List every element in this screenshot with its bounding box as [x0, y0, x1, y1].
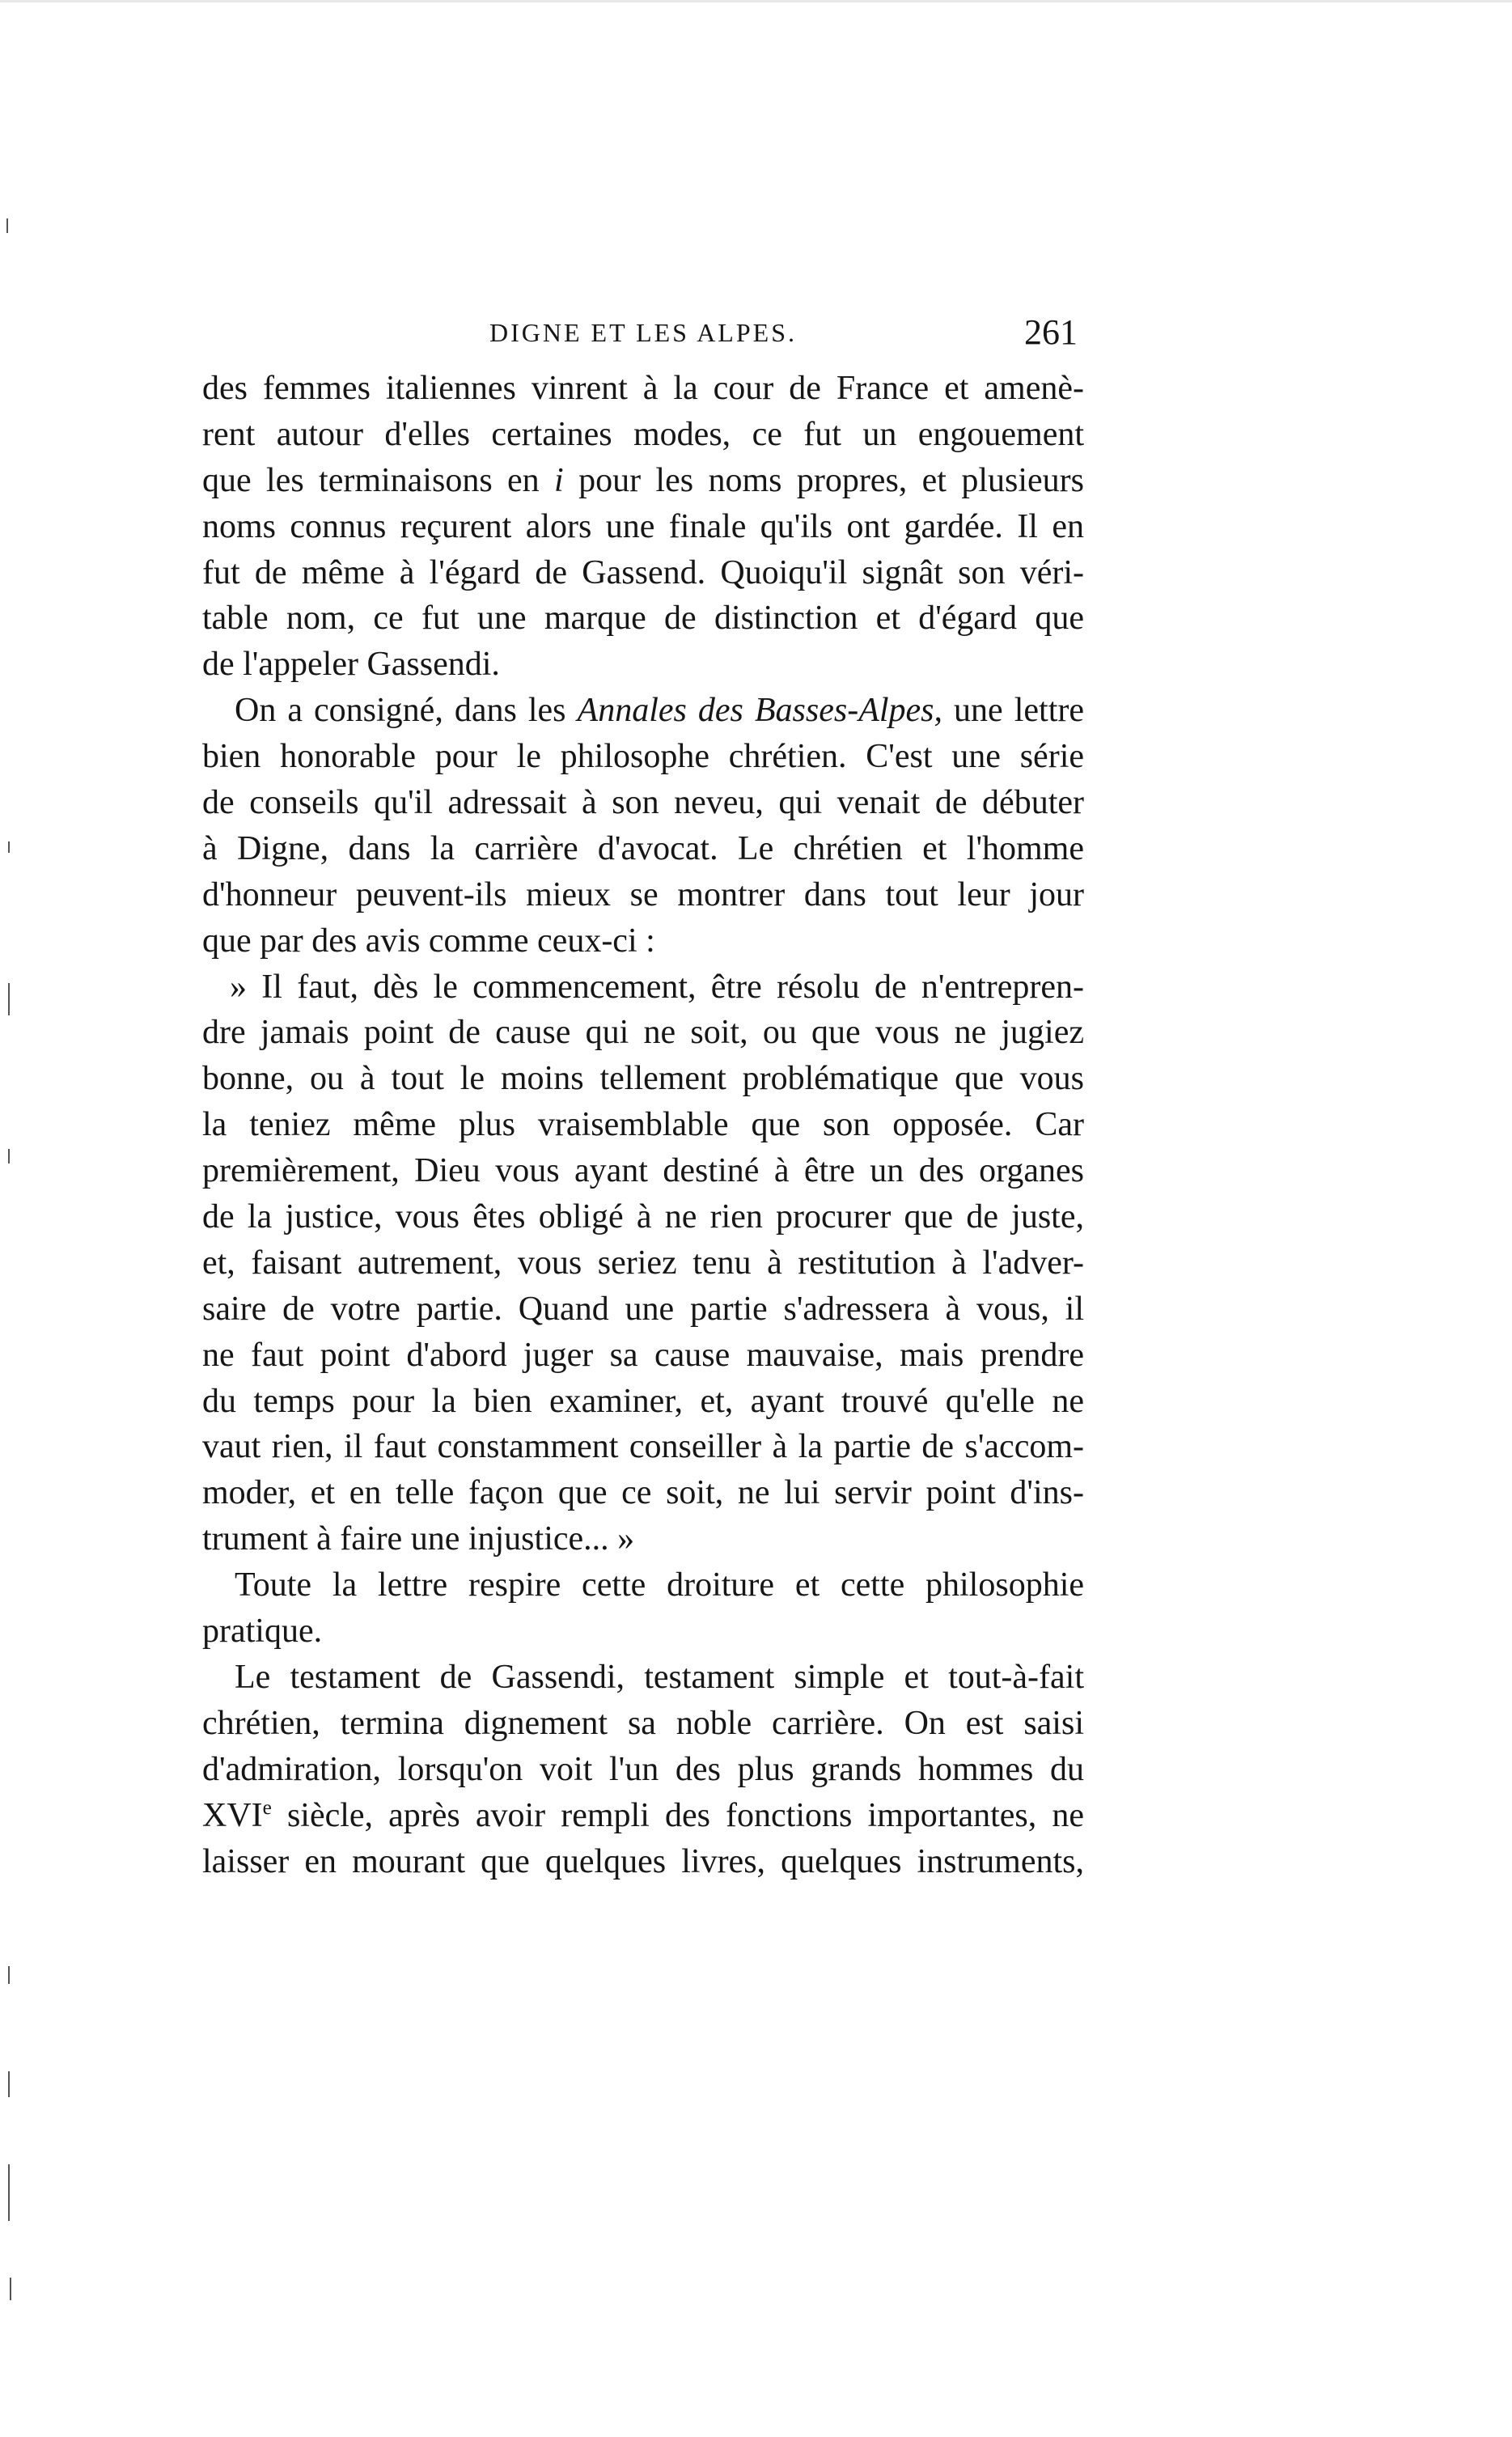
margin-mark	[8, 983, 10, 1015]
text-line: du temps pour la bien examiner, et, ayant trouvé qu'elle ne	[202, 1382, 1084, 1420]
text-line: premièrement, Dieu vous ayant destiné à être un des organes	[202, 1152, 1084, 1190]
text-line: d'honneur peuvent-ils mieux se montrer dans tout leur jour	[202, 875, 1084, 913]
text-fragment: que les terminaisons en	[202, 461, 555, 499]
text-line: noms connus reçurent alors une finale qu'ils ont gardée. Il en	[202, 507, 1084, 545]
text-line: fut de même à l'égard de Gassend. Quoiqu'il signât son véri-	[202, 553, 1084, 591]
text-fragment: pour les noms propres, et plusieurs	[563, 461, 1084, 499]
text-line: rent autour d'elles certaines modes, ce fut un engouement	[202, 415, 1084, 453]
text-line: à Digne, dans la carrière d'avocat. Le chrétien et l'homme	[202, 829, 1084, 867]
text-line: de l'appeler Gassendi.	[202, 646, 500, 684]
text-fragment: une lettre	[942, 692, 1084, 730]
page-header	[202, 312, 1084, 360]
text-line: bonne, ou à tout le moins tellement problématique que vous	[202, 1060, 1084, 1098]
text-line: laisser en mourant que quelques livres, quelques instruments,	[202, 1842, 1084, 1880]
body-text	[202, 366, 1084, 1884]
superscript: e	[262, 1796, 272, 1819]
margin-mark	[8, 2071, 10, 2097]
text-line	[202, 1793, 1084, 1839]
text-line: la teniez même plus vraisemblable que son opposée. Car	[202, 1106, 1084, 1144]
text-line: dre jamais point de cause qui ne soit, ou que vous ne jugiez	[202, 1014, 1084, 1052]
text-line	[202, 688, 1084, 734]
text-fragment: siècle, après avoir rempli des fonctions importantes, ne	[271, 1796, 1084, 1834]
text-fragment: XVI	[202, 1796, 263, 1834]
margin-mark	[10, 2278, 11, 2300]
text-line: et, faisant autrement, vous seriez tenu à restitution à l'adver-	[202, 1244, 1084, 1282]
running-head: DIGNE ET LES ALPES.	[489, 318, 797, 347]
text-line: table nom, ce fut une marque de distinction et d'égard que	[202, 600, 1084, 638]
text-line: moder, et en telle façon que ce soit, ne lui servir point d'ins-	[202, 1474, 1084, 1512]
text-line: » Il faut, dès le commencement, être résolu de n'entrepren-	[230, 968, 1084, 1006]
text-line: chrétien, termina dignement sa noble carrière. On est saisi	[202, 1704, 1084, 1742]
page-number: 261	[1024, 312, 1078, 352]
margin-mark	[8, 1966, 10, 1984]
margin-mark	[8, 2164, 10, 2221]
italic-fragment: i	[554, 461, 564, 499]
text-line: vaut rien, il faut constamment conseiller à la partie de s'accom-	[202, 1428, 1084, 1466]
text-fragment: On a consigné, dans les	[235, 692, 578, 730]
text-line: que par des avis comme ceux-ci :	[202, 922, 655, 960]
margin-mark	[8, 1149, 10, 1163]
text-line: d'admiration, lorsqu'on voit l'un des plus grands hommes du	[202, 1750, 1084, 1788]
margin-mark	[6, 218, 8, 233]
italic-fragment: Annales des Basses-Alpes,	[577, 692, 943, 730]
text-line: bien honorable pour le philosophe chrétien. C'est une série	[202, 738, 1084, 776]
text-line: pratique.	[202, 1613, 323, 1651]
margin-mark	[8, 841, 10, 853]
text-line: de la justice, vous êtes obligé à ne rien procurer que de juste,	[202, 1198, 1084, 1236]
text-line: des femmes italiennes vinrent à la cour de France et amenè-	[202, 370, 1084, 407]
text-line: de conseils qu'il adressait à son neveu, qui venait de débuter	[202, 784, 1084, 822]
scan-edge-line	[0, 0, 1512, 2]
text-line	[202, 458, 1084, 504]
text-line: trument à faire une injustice... »	[202, 1520, 635, 1558]
text-line: Le testament de Gassendi, testament simple et tout-à-fait	[235, 1658, 1084, 1696]
text-line: ne faut point d'abord juger sa cause mauvaise, mais prendre	[202, 1336, 1084, 1374]
text-line: Toute la lettre respire cette droiture et cette philosophie	[235, 1566, 1084, 1604]
text-line: saire de votre partie. Quand une partie s'adressera à vous, il	[202, 1290, 1084, 1328]
